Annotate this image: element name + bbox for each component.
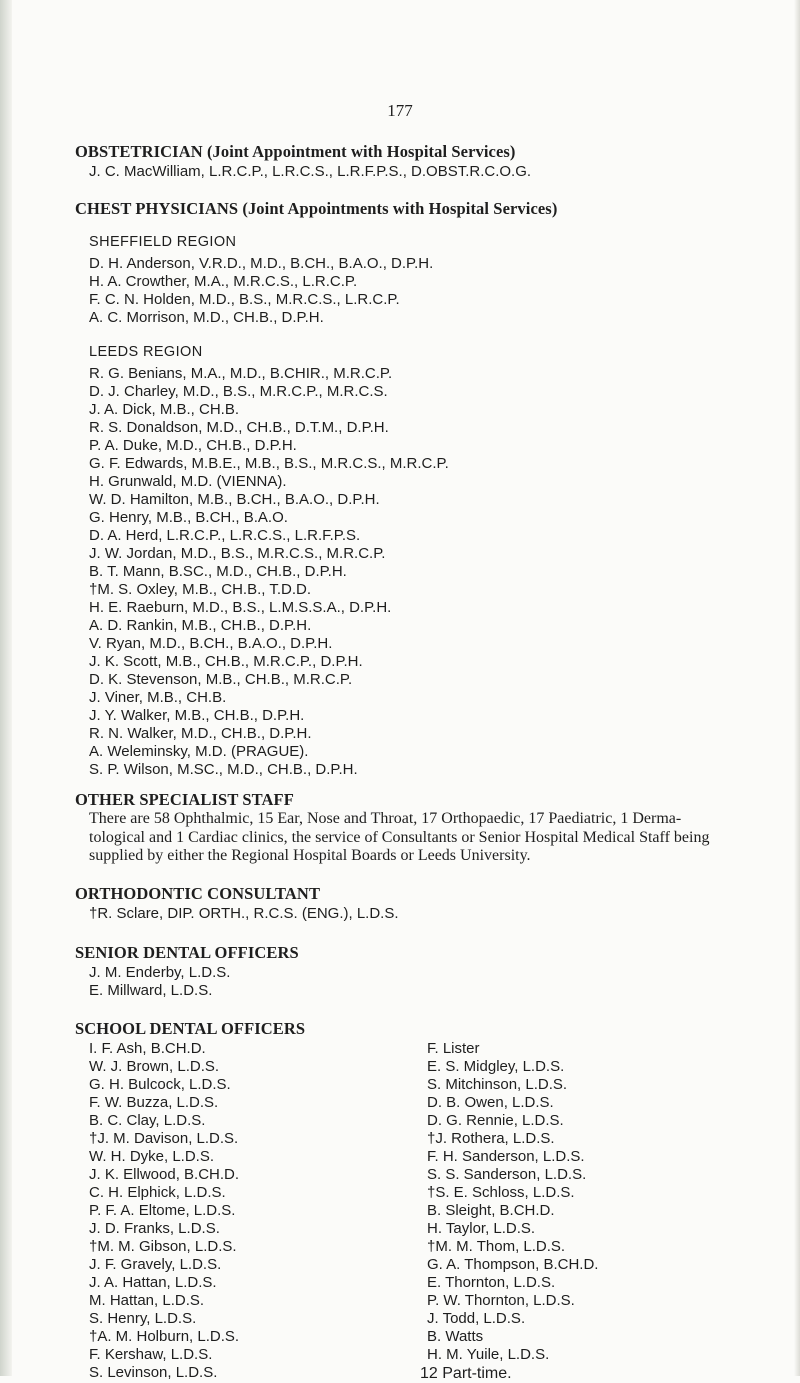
- list-item: B. T. Mann, B.SC., M.D., CH.B., D.P.H.: [89, 563, 347, 580]
- list-item: B. C. Clay, L.D.S.: [89, 1112, 206, 1129]
- list-item: J. A. Hattan, L.D.S.: [89, 1274, 217, 1291]
- list-item: D. A. Herd, L.R.C.P., L.R.C.S., L.R.F.P.S.: [89, 527, 361, 544]
- list-item: H. E. Raeburn, M.D., B.S., L.M.S.S.A., D.P.H.: [89, 599, 392, 616]
- scan-edge-shadow-right: [794, 0, 800, 1376]
- list-item: S. Mitchinson, L.D.S.: [427, 1076, 568, 1093]
- sheffield-region-label: SHEFFIELD REGION: [89, 234, 237, 250]
- list-item: H. A. Crowther, M.A., M.R.C.S., L.R.C.P.: [89, 273, 358, 290]
- list-item: R. S. Donaldson, M.D., CH.B., D.T.M., D.P.H.: [89, 419, 389, 436]
- list-item: S. Levinson, L.D.S.: [89, 1364, 218, 1381]
- list-item: D. J. Charley, M.D., B.S., M.R.C.P., M.R.C.S.: [89, 383, 388, 400]
- list-item: J. K. Scott, M.B., CH.B., M.R.C.P., D.P.H.: [89, 653, 363, 670]
- part-time-note: 12 Part-time.: [420, 1365, 512, 1382]
- list-item: W. H. Dyke, L.D.S.: [89, 1148, 215, 1165]
- list-item: R. N. Walker, M.D., CH.B., D.P.H.: [89, 725, 312, 742]
- list-item: C. H. Elphick, L.D.S.: [89, 1184, 226, 1201]
- list-item: †J. M. Davison, L.D.S.: [89, 1130, 239, 1147]
- list-item: A. D. Rankin, M.B., CH.B., D.P.H.: [89, 617, 312, 634]
- list-item: †S. E. Schloss, L.D.S.: [427, 1184, 575, 1201]
- obstetrician-heading: OBSTETRICIAN (Joint Appointment with Hospital Services): [75, 142, 516, 161]
- list-item: F. Lister: [427, 1040, 480, 1057]
- list-item: †M. S. Oxley, M.B., CH.B., T.D.D.: [89, 581, 311, 598]
- scan-edge-shadow: [0, 0, 12, 1376]
- list-item: J. D. Franks, L.D.S.: [89, 1220, 220, 1237]
- list-item: S. Henry, L.D.S.: [89, 1310, 197, 1327]
- other-specialist-paragraph: [89, 810, 749, 866]
- list-item: G. Henry, M.B., B.CH., B.A.O.: [89, 509, 288, 526]
- list-item: R. G. Benians, M.A., M.D., B.CHIR., M.R.C.P.: [89, 365, 393, 382]
- list-item: †M. M. Thom, L.D.S.: [427, 1238, 566, 1255]
- leeds-physician-list: [89, 365, 449, 779]
- list-item: J. Todd, L.D.S.: [427, 1310, 526, 1327]
- list-item: H. M. Yuile, L.D.S.: [427, 1346, 550, 1363]
- list-item: D. G. Rennie, L.D.S.: [427, 1112, 564, 1129]
- paragraph-line: supplied by either the Regional Hospital Boards or Leeds University.: [89, 847, 531, 864]
- page-number: 177: [387, 101, 413, 120]
- leeds-region-label: LEEDS REGION: [89, 344, 203, 360]
- list-item: D. B. Owen, L.D.S.: [427, 1094, 554, 1111]
- list-item: J. Viner, M.B., CH.B.: [89, 689, 227, 706]
- list-item: I. F. Ash, B.CH.D.: [89, 1040, 206, 1057]
- list-item: †M. M. Gibson, L.D.S.: [89, 1238, 237, 1255]
- list-item: J. A. Dick, M.B., CH.B.: [89, 401, 240, 418]
- list-item: E. S. Midgley, L.D.S.: [427, 1058, 565, 1075]
- sheffield-physician-list: [89, 255, 433, 327]
- list-item: †A. M. Holburn, L.D.S.: [89, 1328, 240, 1345]
- list-item: D. K. Stevenson, M.B., CH.B., M.R.C.P.: [89, 671, 353, 688]
- list-item: V. Ryan, M.D., B.CH., B.A.O., D.P.H.: [89, 635, 333, 652]
- list-item: D. H. Anderson, V.R.D., M.D., B.CH., B.A.O., D.P.H.: [89, 255, 434, 272]
- orthodontic-name: †R. Sclare, DIP. ORTH., R.C.S. (ENG.), L.D.S.: [89, 905, 399, 922]
- list-item: B. Watts: [427, 1328, 484, 1345]
- orthodontic-heading: ORTHODONTIC CONSULTANT: [75, 884, 321, 903]
- paragraph-line: tological and 1 Cardiac clinics, the service of Consultants or Senior Hospital Medical Staff being: [89, 828, 710, 846]
- list-item: S. S. Sanderson, L.D.S.: [427, 1166, 587, 1183]
- paragraph-line: There are 58 Ophthalmic, 15 Ear, Nose and Throat, 17 Orthopaedic, 17 Paediatric, 1 Derma-: [89, 810, 682, 827]
- list-item: F. H. Sanderson, L.D.S.: [427, 1148, 585, 1165]
- list-item: S. P. Wilson, M.SC., M.D., CH.B., D.P.H.: [89, 761, 358, 778]
- school-dental-list-right: [427, 1040, 598, 1364]
- list-item: F. Kershaw, L.D.S.: [89, 1346, 213, 1363]
- list-item: J. Y. Walker, M.B., CH.B., D.P.H.: [89, 707, 305, 724]
- list-item: H. Grunwald, M.D. (VIENNA).: [89, 473, 287, 490]
- list-item: A. C. Morrison, M.D., CH.B., D.P.H.: [89, 309, 324, 326]
- school-dental-list-left: [89, 1040, 239, 1382]
- list-item: W. D. Hamilton, M.B., B.CH., B.A.O., D.P.H.: [89, 491, 380, 508]
- list-item: H. Taylor, L.D.S.: [427, 1220, 536, 1237]
- list-item: G. A. Thompson, B.CH.D.: [427, 1256, 599, 1273]
- list-item: P. F. A. Eltome, L.D.S.: [89, 1202, 236, 1219]
- senior-dental-heading: SENIOR DENTAL OFFICERS: [75, 943, 299, 962]
- school-dental-heading: SCHOOL DENTAL OFFICERS: [75, 1019, 306, 1038]
- list-item: J. W. Jordan, M.D., B.S., M.R.C.S., M.R.C.P.: [89, 545, 386, 562]
- list-item: B. Sleight, B.CH.D.: [427, 1202, 555, 1219]
- list-item: G. F. Edwards, M.B.E., M.B., B.S., M.R.C.S., M.R.C.P.: [89, 455, 449, 472]
- chest-physicians-heading: CHEST PHYSICIANS (Joint Appointments with Hospital Services): [75, 199, 558, 218]
- list-item: F. C. N. Holden, M.D., B.S., M.R.C.S., L.R.C.P.: [89, 291, 400, 308]
- obstetrician-name: J. C. MacWilliam, L.R.C.P., L.R.C.S., L.R.F.P.S., D.OBST.R.C.O.G.: [89, 163, 532, 180]
- list-item: J. M. Enderby, L.D.S.: [89, 964, 231, 981]
- list-item: P. W. Thornton, L.D.S.: [427, 1292, 575, 1309]
- other-specialist-heading: OTHER SPECIALIST STAFF: [75, 790, 294, 809]
- senior-dental-list: [89, 964, 230, 1000]
- list-item: W. J. Brown, L.D.S.: [89, 1058, 220, 1075]
- list-item: †J. Rothera, L.D.S.: [427, 1130, 555, 1147]
- list-item: J. F. Gravely, L.D.S.: [89, 1256, 222, 1273]
- list-item: A. Weleminsky, M.D. (PRAGUE).: [89, 743, 309, 760]
- list-item: J. K. Ellwood, B.CH.D.: [89, 1166, 240, 1183]
- list-item: F. W. Buzza, L.D.S.: [89, 1094, 219, 1111]
- list-item: P. A. Duke, M.D., CH.B., D.P.H.: [89, 437, 297, 454]
- list-item: G. H. Bulcock, L.D.S.: [89, 1076, 231, 1093]
- list-item: E. Millward, L.D.S.: [89, 982, 213, 999]
- list-item: M. Hattan, L.D.S.: [89, 1292, 205, 1309]
- list-item: E. Thornton, L.D.S.: [427, 1274, 556, 1291]
